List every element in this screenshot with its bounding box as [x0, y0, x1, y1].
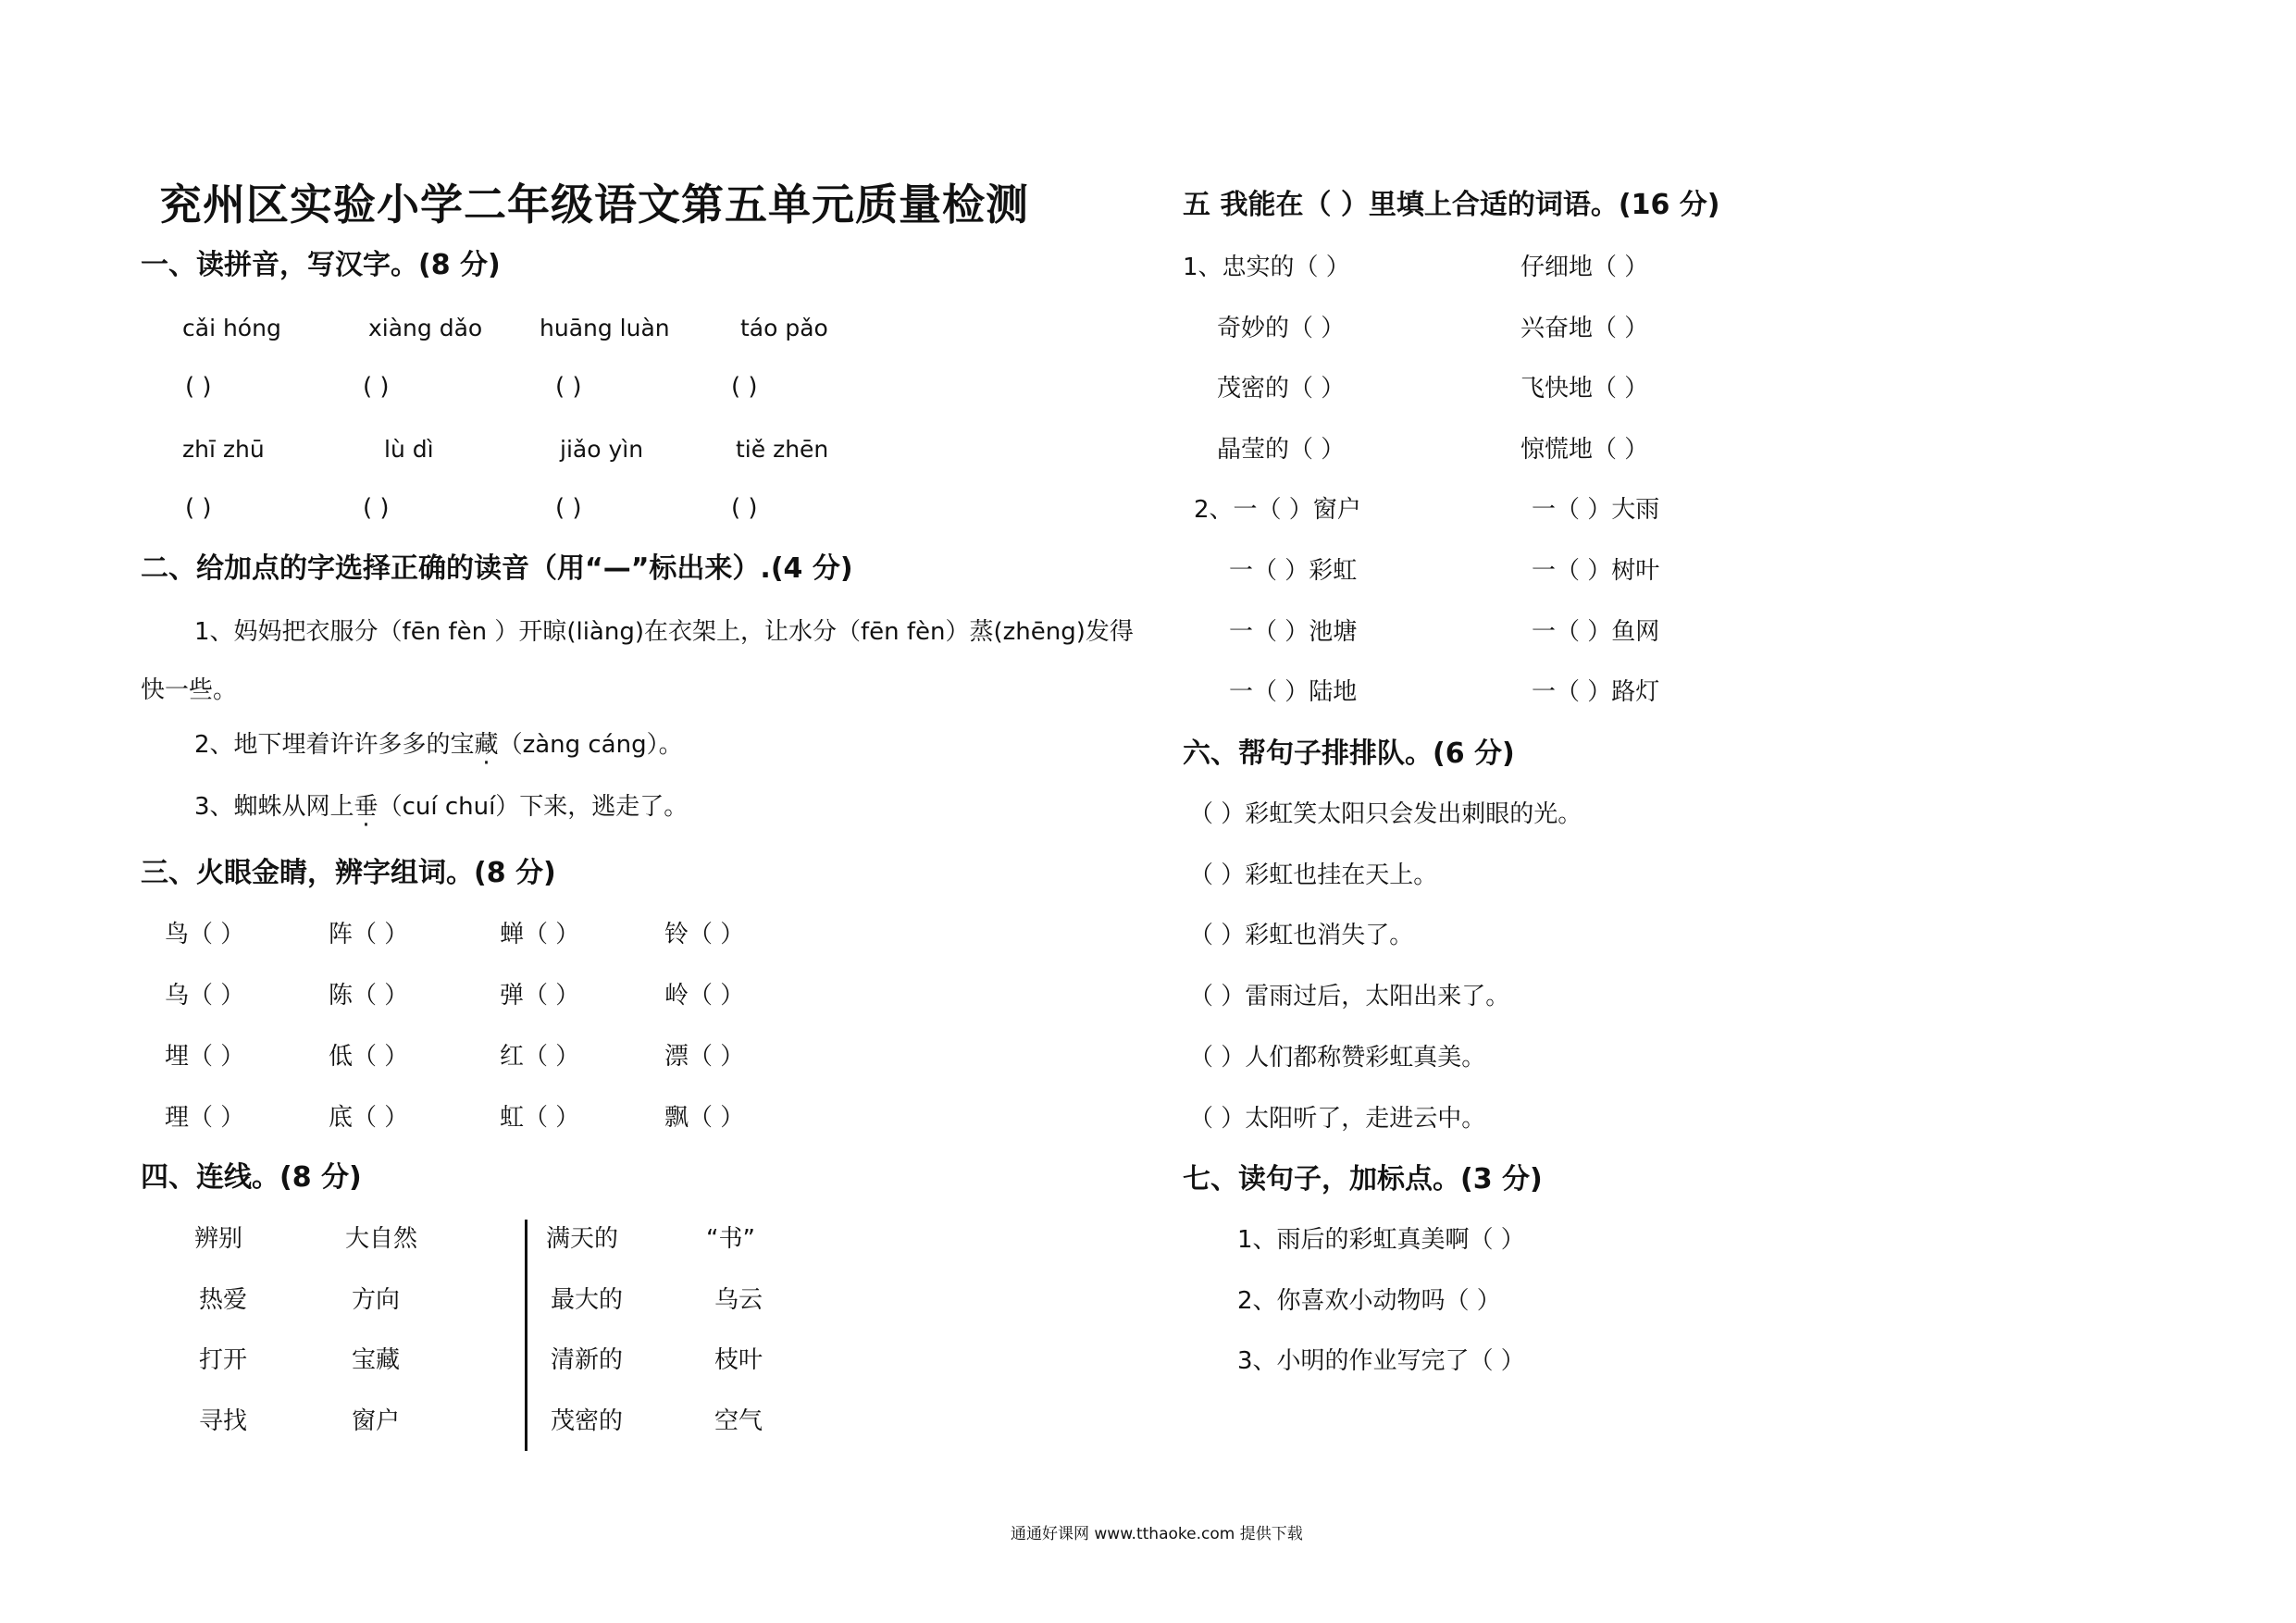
fill-item: 一（ ）大雨: [1532, 496, 1660, 524]
fill-item: 一（ ）池塘: [1229, 618, 1358, 646]
fill-item: 一（ ）路灯: [1532, 678, 1660, 706]
fill-item: 一（ ）树叶: [1532, 557, 1660, 585]
pinyin-1-2: xiàng dǎo: [368, 315, 483, 341]
char-pair: 陈（ ）: [329, 982, 409, 1010]
char-pair: 鸟（ ）: [165, 921, 245, 948]
char-pair: 弹（ ）: [500, 982, 580, 1010]
dotted-char: 藏: [474, 731, 499, 759]
char-pair: 埋（ ）: [165, 1043, 245, 1071]
fill-item: 晶莹的（ ）: [1217, 436, 1346, 464]
char-pair: 低（ ）: [329, 1043, 409, 1071]
match-word: “书”: [706, 1225, 755, 1253]
section-2-heading: 二、给加点的字选择正确的读音（用“—”标出来）.(4 分): [141, 552, 853, 585]
char-pair: 阵（ ）: [329, 921, 409, 948]
match-word: 空气: [714, 1407, 763, 1435]
answer-blank: ( ): [731, 373, 758, 401]
char-pair: 铃（ ）: [664, 921, 745, 948]
match-word: 寻找: [199, 1407, 248, 1435]
answer-blank: ( ): [185, 373, 212, 401]
fill-item: 1、忠实的（ ）: [1183, 254, 1350, 281]
match-word: 清新的: [551, 1346, 624, 1374]
char-pair: 蝉（ ）: [500, 921, 580, 948]
match-word: 方向: [352, 1286, 401, 1314]
fill-item: 一（ ）陆地: [1229, 678, 1358, 706]
answer-blank: ( ): [555, 494, 582, 522]
char-pair: 虹（ ）: [500, 1104, 580, 1132]
divider-line: [525, 1220, 527, 1451]
question-2-2-post: （zàng cáng）。: [498, 731, 683, 759]
sentence-item: （ ）人们都称赞彩虹真美。: [1189, 1044, 1486, 1072]
match-word: 满天的: [546, 1225, 619, 1253]
question-2-1-cont: 快一些。: [141, 676, 238, 704]
sentence-item: （ ）彩虹也挂在天上。: [1189, 861, 1438, 889]
match-word: 乌云: [714, 1286, 763, 1314]
pinyin-2-2: lù dì: [384, 436, 434, 463]
fill-item: 2、一（ ）窗户: [1194, 496, 1361, 524]
pinyin-1-3: huāng luàn: [540, 315, 670, 341]
sentence-item: （ ）太阳听了，走进云中。: [1189, 1105, 1486, 1133]
question-2-1: 1、妈妈把衣服分（fēn fèn ）开晾(liàng)在衣架上，让水分（fēn fèn）蒸(zhēng)发得: [194, 618, 1134, 646]
fill-item: 惊慌地（ ）: [1520, 436, 1649, 464]
pinyin-1-1: cǎi hóng: [182, 315, 281, 341]
char-pair: 理（ ）: [165, 1104, 245, 1132]
section-5-heading: 五 我能在（ ）里填上合适的词语。(16 分): [1183, 189, 1720, 221]
punctuation-item: 3、小明的作业写完了（ ）: [1237, 1347, 1525, 1375]
answer-blank: ( ): [555, 373, 582, 401]
sentence-item: （ ）彩虹也消失了。: [1189, 922, 1414, 949]
char-pair: 岭（ ）: [664, 982, 745, 1010]
question-2-3-post: （cuí chuí）下来，逃走了。: [378, 793, 689, 821]
dotted-char: 垂: [354, 793, 379, 821]
char-pair: 红（ ）: [500, 1043, 580, 1071]
page-title: 兖州区实验小学二年级语文第五单元质量检测: [159, 180, 1029, 229]
match-word: 枝叶: [714, 1346, 763, 1374]
answer-blank: ( ): [731, 494, 758, 522]
section-1-heading: 一、读拼音，写汉字。(8 分): [141, 249, 501, 281]
sentence-item: （ ）雷雨过后，太阳出来了。: [1189, 983, 1510, 1010]
match-word: 最大的: [551, 1286, 624, 1314]
fill-item: 一（ ）鱼网: [1532, 618, 1660, 646]
pinyin-1-4: táo pǎo: [740, 315, 828, 341]
footer-credit: 通通好课网 www.tthaoke.com 提供下载: [1011, 1525, 1303, 1543]
question-2-3: [194, 795, 688, 819]
char-pair: 乌（ ）: [165, 982, 245, 1010]
punctuation-item: 2、你喜欢小动物吗（ ）: [1237, 1287, 1501, 1315]
section-4-heading: 四、连线。(8 分): [141, 1161, 362, 1194]
match-word: 窗户: [352, 1407, 401, 1435]
match-word: 打开: [199, 1346, 248, 1374]
fill-item: 兴奋地（ ）: [1520, 315, 1649, 342]
match-word: 茂密的: [551, 1407, 624, 1435]
pinyin-2-3: jiǎo yìn: [560, 436, 644, 463]
pinyin-2-1: zhī zhū: [182, 436, 265, 463]
fill-item: 奇妙的（ ）: [1217, 315, 1346, 342]
question-2-2: [194, 733, 683, 757]
fill-item: 仔细地（ ）: [1520, 254, 1649, 281]
question-2-2-pre: 2、地下埋着许许多多的宝: [194, 731, 475, 759]
section-7-heading: 七、读句子，加标点。(3 分): [1183, 1163, 1543, 1196]
fill-item: 茂密的（ ）: [1217, 375, 1346, 403]
answer-blank: ( ): [363, 494, 390, 522]
fill-item: 飞快地（ ）: [1520, 375, 1649, 403]
char-pair: 底（ ）: [329, 1104, 409, 1132]
answer-blank: ( ): [185, 494, 212, 522]
char-pair: 飘（ ）: [664, 1104, 745, 1132]
question-2-3-pre: 3、蜘蛛从网上: [194, 793, 354, 821]
match-word: 辨别: [194, 1225, 243, 1253]
section-6-heading: 六、帮句子排排队。(6 分): [1183, 737, 1515, 770]
sentence-item: （ ）彩虹笑太阳只会发出刺眼的光。: [1189, 800, 1582, 828]
match-word: 宝藏: [352, 1346, 401, 1374]
char-pair: 漂（ ）: [664, 1043, 745, 1071]
fill-item: 一（ ）彩虹: [1229, 557, 1358, 585]
match-word: 热爱: [199, 1286, 248, 1314]
answer-blank: ( ): [363, 373, 390, 401]
punctuation-item: 1、雨后的彩虹真美啊（ ）: [1237, 1226, 1525, 1254]
section-3-heading: 三、火眼金睛，辨字组词。(8 分): [141, 857, 556, 889]
pinyin-2-4: tiě zhēn: [736, 436, 829, 463]
match-word: 大自然: [345, 1225, 418, 1253]
